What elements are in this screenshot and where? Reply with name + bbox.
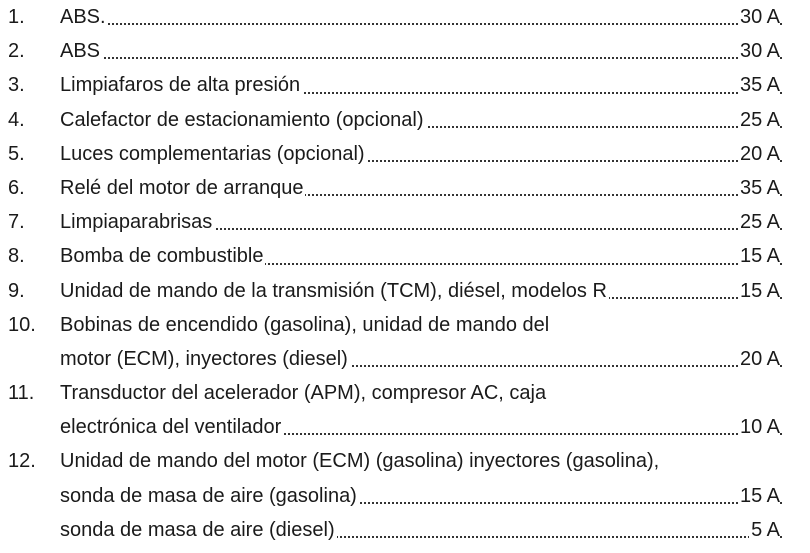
fuse-number: 5. (8, 142, 25, 165)
fuse-entry (0, 137, 810, 171)
fuse-description: ABS (60, 34, 102, 68)
fuse-entry-line (0, 68, 810, 102)
fuse-entry-line (0, 205, 810, 239)
fuse-entry-line (0, 34, 810, 68)
fuse-description: Transductor del acelerador (APM), compresor AC, caja (60, 376, 548, 410)
fuse-entry-line (0, 239, 810, 273)
dot-leader (60, 23, 782, 25)
fuse-description: Relé del motor de arranque (60, 171, 305, 205)
fuse-entry-line (0, 171, 810, 205)
fuse-amperage: 35 A (738, 68, 780, 102)
fuse-number: 7. (8, 211, 25, 234)
fuse-amperage: 15 A (738, 239, 780, 273)
fuse-entry-line (0, 444, 810, 478)
fuse-entry (0, 0, 810, 34)
fuse-description: Calefactor de estacionamiento (opcional) (60, 103, 426, 137)
fuse-entry-line (0, 103, 810, 137)
fuse-number: 6. (8, 176, 25, 199)
fuse-entry (0, 205, 810, 239)
fuse-number: 4. (8, 108, 25, 131)
fuse-amperage: 15 A (738, 479, 780, 513)
fuse-description: Luces complementarias (opcional) (60, 137, 367, 171)
dot-leader (60, 57, 782, 59)
fuse-entry (0, 103, 810, 137)
fuse-number: 2. (8, 40, 25, 63)
fuse-entry (0, 239, 810, 273)
fuse-amperage: 20 A (738, 342, 780, 376)
fuse-entry-line (0, 479, 810, 513)
fuse-description: Unidad de mando de la transmisión (TCM), diésel, modelos R (60, 274, 609, 308)
fuse-amperage: 15 A (738, 274, 780, 308)
fuse-description: Limpiafaros de alta presión (60, 68, 302, 102)
fuse-number: 12. (8, 450, 36, 473)
fuse-entry (0, 444, 810, 547)
fuse-amperage: 20 A (738, 137, 780, 171)
fuse-entry-line (0, 0, 810, 34)
fuse-entry (0, 171, 810, 205)
fuse-amperage: 25 A (738, 205, 780, 239)
fuse-description: ABS. (60, 0, 108, 34)
fuse-amperage: 5 A (749, 513, 780, 547)
fuse-entry-line (0, 274, 810, 308)
fuse-description: Bobinas de encendido (gasolina), unidad de mando del (60, 308, 551, 342)
fuse-number: 10. (8, 313, 36, 336)
fuse-entry-line (0, 376, 810, 410)
fuse-amperage: 25 A (738, 103, 780, 137)
fuse-amperage: 30 A (738, 0, 780, 34)
fuse-amperage: 35 A (738, 171, 780, 205)
fuse-number: 8. (8, 245, 25, 268)
fuse-entry-line (0, 410, 810, 444)
fuse-number: 3. (8, 74, 25, 97)
fuse-number: 1. (8, 6, 25, 28)
fuse-entry-line (0, 342, 810, 376)
fuse-description: electrónica del ventilador (60, 410, 283, 444)
fuse-description: Unidad de mando del motor (ECM) (gasolina) inyectores (gasolina), (60, 444, 661, 478)
fuse-entry (0, 34, 810, 68)
fuse-amperage: 30 A (738, 34, 780, 68)
fuse-entry (0, 376, 810, 444)
fuse-description: Bomba de combustible (60, 239, 265, 273)
fuse-description: sonda de masa de aire (gasolina) (60, 479, 359, 513)
fuse-amperage: 10 A (738, 410, 780, 444)
fuse-entry (0, 308, 810, 376)
fuse-number: 9. (8, 279, 25, 302)
fuse-number: 11. (8, 382, 35, 405)
fuse-description: Limpiaparabrisas (60, 205, 214, 239)
fuse-description: sonda de masa de aire (diesel) (60, 513, 337, 547)
fuse-entry-line (0, 137, 810, 171)
fuse-entry (0, 68, 810, 102)
fuse-entry (0, 274, 810, 308)
fuse-description: motor (ECM), inyectores (diesel) (60, 342, 350, 376)
fuse-entry-line (0, 308, 810, 342)
fuse-entry-line (0, 513, 810, 547)
